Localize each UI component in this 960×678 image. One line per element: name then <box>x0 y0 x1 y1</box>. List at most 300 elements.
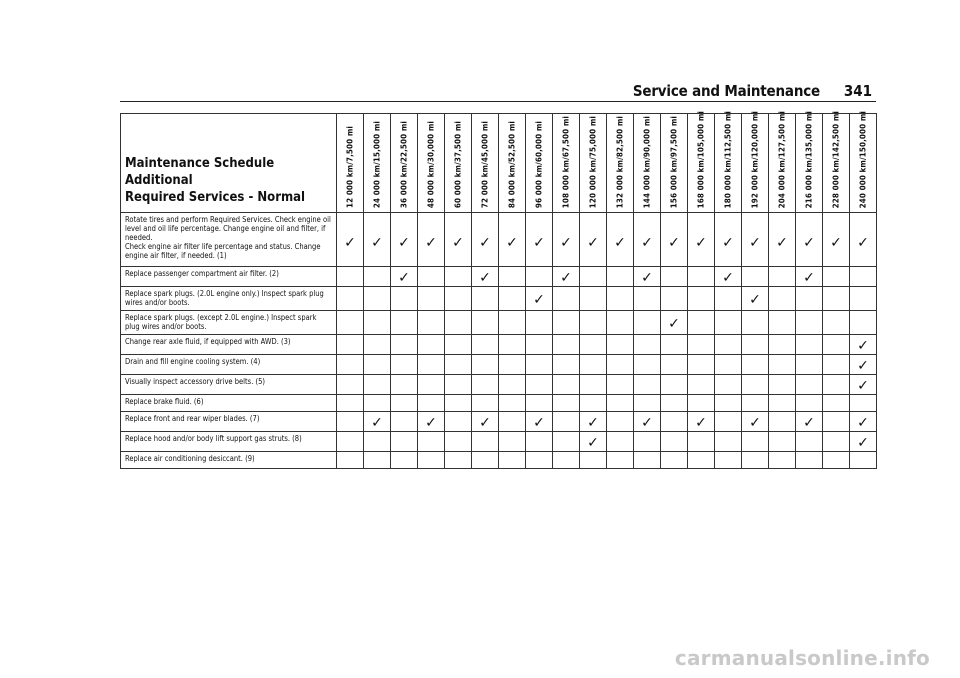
checkmark-icon: ✓ <box>830 235 842 251</box>
checkmark-icon: ✓ <box>803 270 815 286</box>
schedule-cell <box>445 355 472 375</box>
schedule-cell <box>688 311 715 335</box>
schedule-cell <box>796 395 823 412</box>
checkmark-icon: ✓ <box>641 235 653 251</box>
schedule-cell <box>742 311 769 335</box>
checkmark-icon: ✓ <box>479 235 491 251</box>
checkmark-icon: ✓ <box>587 235 599 251</box>
checkmark-icon: ✓ <box>533 415 545 431</box>
schedule-cell <box>850 287 877 311</box>
header-divider <box>120 101 876 102</box>
schedule-cell <box>526 213 553 267</box>
schedule-cell <box>337 452 364 469</box>
interval-label: 48 000 km/30,000 mi <box>426 120 436 208</box>
schedule-cell <box>391 432 418 452</box>
schedule-cell <box>607 432 634 452</box>
schedule-cell <box>715 452 742 469</box>
schedule-cell <box>715 267 742 287</box>
schedule-cell <box>580 452 607 469</box>
schedule-cell <box>337 412 364 432</box>
table-row <box>121 335 877 355</box>
schedule-cell <box>391 267 418 287</box>
checkmark-icon: ✓ <box>857 378 869 394</box>
schedule-cell <box>499 287 526 311</box>
schedule-cell <box>499 452 526 469</box>
service-description <box>121 267 337 287</box>
schedule-cell <box>769 452 796 469</box>
interval-label: 144 000 km/90,000 mi <box>642 115 652 208</box>
schedule-cell <box>823 267 850 287</box>
schedule-cell <box>742 412 769 432</box>
schedule-cell <box>526 287 553 311</box>
interval-header <box>391 114 418 213</box>
schedule-cell <box>364 335 391 355</box>
service-label: Drain and fill engine cooling system. (4) <box>125 357 261 366</box>
schedule-cell <box>634 375 661 395</box>
schedule-cell <box>526 267 553 287</box>
schedule-cell <box>472 375 499 395</box>
schedule-cell <box>526 311 553 335</box>
interval-header-row <box>121 114 877 213</box>
schedule-cell <box>337 287 364 311</box>
schedule-cell <box>823 395 850 412</box>
service-label: Replace brake fluid. (6) <box>125 397 204 406</box>
interval-label: 72 000 km/45,000 mi <box>480 120 490 208</box>
schedule-cell <box>499 395 526 412</box>
schedule-cell <box>796 432 823 452</box>
schedule-cell <box>580 355 607 375</box>
schedule-cell <box>715 432 742 452</box>
interval-label: 204 000 km/127,500 mi <box>777 110 787 208</box>
schedule-cell <box>499 335 526 355</box>
checkmark-icon: ✓ <box>560 270 572 286</box>
schedule-cell <box>661 311 688 335</box>
interval-label: 120 000 km/75,000 mi <box>588 115 598 208</box>
checkmark-icon: ✓ <box>344 235 356 251</box>
schedule-cell <box>418 355 445 375</box>
schedule-cell <box>418 287 445 311</box>
schedule-cell <box>580 335 607 355</box>
table-row <box>121 375 877 395</box>
schedule-cell <box>634 335 661 355</box>
interval-header <box>634 114 661 213</box>
checkmark-icon: ✓ <box>452 235 464 251</box>
checkmark-icon: ✓ <box>722 270 734 286</box>
schedule-cell <box>688 287 715 311</box>
schedule-cell <box>607 375 634 395</box>
schedule-cell <box>418 395 445 412</box>
schedule-cell <box>796 267 823 287</box>
schedule-cell <box>715 412 742 432</box>
schedule-cell <box>472 287 499 311</box>
checkmark-icon: ✓ <box>776 235 788 251</box>
schedule-cell <box>364 311 391 335</box>
schedule-cell <box>661 375 688 395</box>
service-description <box>121 287 337 311</box>
schedule-cell <box>769 355 796 375</box>
schedule-cell <box>580 412 607 432</box>
schedule-cell <box>337 267 364 287</box>
schedule-cell <box>391 412 418 432</box>
interval-header <box>337 114 364 213</box>
schedule-cell <box>364 287 391 311</box>
schedule-cell <box>796 452 823 469</box>
interval-label: 168 000 km/105,000 mi <box>696 110 706 208</box>
interval-label: 60 000 km/37,500 mi <box>453 120 463 208</box>
checkmark-icon: ✓ <box>668 235 680 251</box>
schedule-cell <box>472 412 499 432</box>
schedule-cell <box>445 287 472 311</box>
schedule-cell <box>580 213 607 267</box>
schedule-cell <box>661 432 688 452</box>
schedule-cell <box>526 452 553 469</box>
interval-label: 96 000 km/60,000 mi <box>534 120 544 208</box>
checkmark-icon: ✓ <box>425 235 437 251</box>
watermark: carmanualsonline.info <box>674 646 930 670</box>
schedule-cell <box>661 355 688 375</box>
schedule-cell <box>796 287 823 311</box>
schedule-cell <box>661 213 688 267</box>
schedule-cell <box>634 267 661 287</box>
checkmark-icon: ✓ <box>560 235 572 251</box>
page-header <box>120 80 876 102</box>
table-title <box>121 114 337 213</box>
schedule-cell <box>607 311 634 335</box>
schedule-cell <box>715 395 742 412</box>
schedule-cell <box>823 335 850 355</box>
interval-label: 156 000 km/97,500 mi <box>669 115 679 208</box>
schedule-cell <box>418 375 445 395</box>
schedule-cell <box>418 452 445 469</box>
schedule-cell <box>445 452 472 469</box>
schedule-cell <box>364 412 391 432</box>
schedule-cell <box>364 375 391 395</box>
schedule-cell <box>850 213 877 267</box>
schedule-cell <box>769 395 796 412</box>
interval-label: 192 000 km/120,000 mi <box>750 110 760 208</box>
checkmark-icon: ✓ <box>533 292 545 308</box>
schedule-cell <box>850 311 877 335</box>
schedule-cell <box>850 432 877 452</box>
schedule-cell <box>418 267 445 287</box>
schedule-cell <box>769 412 796 432</box>
schedule-cell <box>607 412 634 432</box>
service-label: Replace hood and/or body lift support gas struts. (8) <box>125 434 302 443</box>
schedule-cell <box>391 335 418 355</box>
schedule-cell <box>337 375 364 395</box>
schedule-cell <box>796 311 823 335</box>
schedule-cell <box>715 311 742 335</box>
table-row <box>121 395 877 412</box>
checkmark-icon: ✓ <box>857 338 869 354</box>
checkmark-icon: ✓ <box>533 235 545 251</box>
schedule-cell <box>796 335 823 355</box>
schedule-cell <box>769 287 796 311</box>
schedule-cell <box>472 335 499 355</box>
schedule-cell <box>580 375 607 395</box>
table-row <box>121 213 877 267</box>
schedule-cell <box>445 375 472 395</box>
schedule-cell <box>526 432 553 452</box>
interval-header <box>850 110 877 213</box>
table-row <box>121 452 877 469</box>
schedule-cell <box>553 287 580 311</box>
schedule-cell <box>823 375 850 395</box>
schedule-cell <box>688 213 715 267</box>
schedule-cell <box>796 412 823 432</box>
schedule-cell <box>688 432 715 452</box>
schedule-cell <box>850 355 877 375</box>
schedule-cell <box>607 355 634 375</box>
schedule-cell <box>364 395 391 412</box>
schedule-cell <box>742 432 769 452</box>
schedule-cell <box>634 452 661 469</box>
service-description <box>121 452 337 469</box>
schedule-cell <box>337 311 364 335</box>
schedule-cell <box>823 355 850 375</box>
schedule-cell <box>823 452 850 469</box>
interval-label: 240 000 km/150,000 mi <box>858 110 868 208</box>
table-title-line-1: Maintenance Schedule Additional <box>125 156 275 188</box>
service-label: Replace passenger compartment air filter. (2) <box>125 269 279 278</box>
interval-header <box>607 114 634 213</box>
service-label: Change rear axle fluid, if equipped with AWD. (3) <box>125 337 291 346</box>
checkmark-icon: ✓ <box>587 415 599 431</box>
schedule-cell <box>742 355 769 375</box>
service-label: Replace spark plugs. (2.0L engine only.) Inspect spark plug wires and/or boots. <box>125 289 324 307</box>
schedule-cell <box>337 213 364 267</box>
schedule-cell <box>472 452 499 469</box>
interval-header <box>769 110 796 213</box>
service-label: Replace air conditioning desiccant. (9) <box>125 454 255 463</box>
checkmark-icon: ✓ <box>479 270 491 286</box>
schedule-cell <box>472 267 499 287</box>
schedule-cell <box>337 432 364 452</box>
schedule-cell <box>391 452 418 469</box>
schedule-cell <box>769 375 796 395</box>
schedule-cell <box>391 311 418 335</box>
schedule-cell <box>553 267 580 287</box>
schedule-cell <box>553 412 580 432</box>
table-row <box>121 311 877 335</box>
schedule-cell <box>391 375 418 395</box>
schedule-cell <box>607 335 634 355</box>
service-description <box>121 335 337 355</box>
schedule-cell <box>499 412 526 432</box>
checkmark-icon: ✓ <box>641 415 653 431</box>
schedule-cell <box>364 452 391 469</box>
schedule-cell <box>742 395 769 412</box>
schedule-cell <box>445 213 472 267</box>
schedule-cell <box>715 287 742 311</box>
checkmark-icon: ✓ <box>695 235 707 251</box>
schedule-cell <box>445 311 472 335</box>
schedule-cell <box>445 412 472 432</box>
schedule-cell <box>526 395 553 412</box>
schedule-cell <box>742 213 769 267</box>
schedule-cell <box>391 287 418 311</box>
schedule-cell <box>580 432 607 452</box>
schedule-cell <box>850 412 877 432</box>
schedule-cell <box>715 335 742 355</box>
schedule-cell <box>526 335 553 355</box>
checkmark-icon: ✓ <box>749 235 761 251</box>
checkmark-icon: ✓ <box>425 415 437 431</box>
schedule-cell <box>634 213 661 267</box>
checkmark-icon: ✓ <box>371 415 383 431</box>
schedule-cell <box>688 375 715 395</box>
schedule-cell <box>499 311 526 335</box>
schedule-cell <box>688 267 715 287</box>
schedule-cell <box>553 335 580 355</box>
page-number: 341 <box>843 82 872 100</box>
schedule-cell <box>661 335 688 355</box>
table-row <box>121 287 877 311</box>
checkmark-icon: ✓ <box>641 270 653 286</box>
schedule-cell <box>445 432 472 452</box>
checkmark-icon: ✓ <box>695 415 707 431</box>
schedule-cell <box>661 452 688 469</box>
schedule-cell <box>391 395 418 412</box>
schedule-cell <box>364 213 391 267</box>
schedule-cell <box>634 355 661 375</box>
interval-header <box>580 114 607 213</box>
schedule-cell <box>742 267 769 287</box>
schedule-cell <box>715 213 742 267</box>
schedule-cell <box>634 412 661 432</box>
interval-header <box>499 114 526 213</box>
service-description <box>121 412 337 432</box>
checkmark-icon: ✓ <box>587 435 599 451</box>
schedule-cell <box>607 267 634 287</box>
interval-header <box>688 110 715 213</box>
table-row <box>121 432 877 452</box>
service-description <box>121 311 337 335</box>
table-row <box>121 412 877 432</box>
schedule-cell <box>634 432 661 452</box>
schedule-cell <box>796 355 823 375</box>
schedule-cell <box>823 213 850 267</box>
interval-header <box>715 110 742 213</box>
schedule-cell <box>580 311 607 335</box>
interval-header <box>364 114 391 213</box>
schedule-cell <box>769 335 796 355</box>
schedule-cell <box>823 287 850 311</box>
checkmark-icon: ✓ <box>749 292 761 308</box>
schedule-cell <box>715 375 742 395</box>
interval-header <box>823 110 850 213</box>
checkmark-icon: ✓ <box>371 235 383 251</box>
schedule-cell <box>418 311 445 335</box>
interval-label: 108 000 km/67,500 mi <box>561 115 571 208</box>
interval-label: 12 000 km/7,500 mi <box>345 126 355 208</box>
schedule-cell <box>634 311 661 335</box>
interval-header <box>526 114 553 213</box>
schedule-cell <box>472 395 499 412</box>
service-description <box>121 432 337 452</box>
schedule-cell <box>850 395 877 412</box>
schedule-cell <box>796 213 823 267</box>
schedule-cell <box>850 452 877 469</box>
service-description <box>121 395 337 412</box>
schedule-cell <box>553 395 580 412</box>
schedule-cell <box>499 213 526 267</box>
schedule-cell <box>661 395 688 412</box>
schedule-cell <box>499 355 526 375</box>
schedule-cell <box>661 412 688 432</box>
schedule-cell <box>823 311 850 335</box>
schedule-cell <box>715 355 742 375</box>
schedule-cell <box>769 432 796 452</box>
service-description <box>121 213 337 267</box>
checkmark-icon: ✓ <box>803 235 815 251</box>
checkmark-icon: ✓ <box>506 235 518 251</box>
schedule-cell <box>526 412 553 432</box>
interval-label: 180 000 km/112,500 mi <box>723 110 733 208</box>
schedule-cell <box>634 395 661 412</box>
schedule-cell <box>769 213 796 267</box>
checkmark-icon: ✓ <box>668 316 680 332</box>
interval-label: 132 000 km/82,500 mi <box>615 115 625 208</box>
schedule-cell <box>850 267 877 287</box>
schedule-cell <box>472 355 499 375</box>
schedule-cell <box>472 213 499 267</box>
schedule-cell <box>391 213 418 267</box>
checkmark-icon: ✓ <box>398 235 410 251</box>
checkmark-icon: ✓ <box>722 235 734 251</box>
schedule-cell <box>634 287 661 311</box>
schedule-cell <box>364 432 391 452</box>
schedule-cell <box>607 287 634 311</box>
schedule-cell <box>688 452 715 469</box>
table-row <box>121 267 877 287</box>
schedule-cell <box>661 267 688 287</box>
checkmark-icon: ✓ <box>857 415 869 431</box>
schedule-cell <box>445 335 472 355</box>
schedule-cell <box>553 375 580 395</box>
section-title: Service and Maintenance <box>632 82 820 100</box>
schedule-cell <box>742 287 769 311</box>
interval-label: 84 000 km/52,500 mi <box>507 120 517 208</box>
schedule-cell <box>688 412 715 432</box>
schedule-cell <box>445 395 472 412</box>
service-label: Visually inspect accessory drive belts. (5) <box>125 377 266 386</box>
schedule-cell <box>526 375 553 395</box>
interval-label: 24 000 km/15,000 mi <box>372 120 382 208</box>
service-label: Replace front and rear wiper blades. (7) <box>125 414 260 423</box>
schedule-cell <box>553 452 580 469</box>
interval-header <box>553 114 580 213</box>
schedule-cell <box>661 287 688 311</box>
interval-header <box>445 114 472 213</box>
schedule-cell <box>472 311 499 335</box>
interval-header <box>796 110 823 213</box>
checkmark-icon: ✓ <box>857 235 869 251</box>
schedule-cell <box>688 395 715 412</box>
checkmark-icon: ✓ <box>803 415 815 431</box>
schedule-cell <box>742 452 769 469</box>
interval-label: 216 000 km/135,000 mi <box>804 110 814 208</box>
schedule-cell <box>688 355 715 375</box>
schedule-cell <box>526 355 553 375</box>
service-label: Rotate tires and perform Required Services. Check engine oil level and oil life percentage. Change engine oil and filter, if needed. Check engine air filter life percentage and status. Change engine air filter, if needed. (1) <box>125 215 331 260</box>
schedule-cell <box>364 267 391 287</box>
interval-header <box>742 110 769 213</box>
schedule-cell <box>607 452 634 469</box>
schedule-cell <box>337 335 364 355</box>
schedule-cell <box>580 267 607 287</box>
checkmark-icon: ✓ <box>398 270 410 286</box>
